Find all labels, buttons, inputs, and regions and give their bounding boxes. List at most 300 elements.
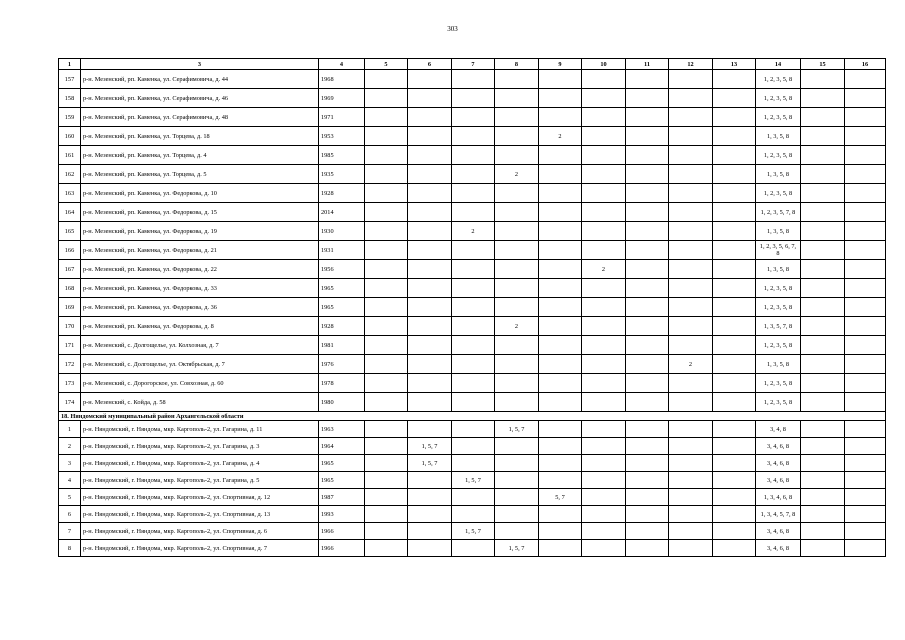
year-cell: 1953: [319, 127, 365, 146]
col9-cell: [539, 108, 582, 127]
col11-cell: [626, 317, 669, 336]
col8-cell: [495, 108, 539, 127]
row-number: 174: [59, 393, 81, 412]
col14-cell: 1, 3, 5, 8: [756, 355, 801, 374]
col11-cell: [626, 506, 669, 523]
col9-cell: [539, 540, 582, 557]
address-cell: р-н. Мезенский, с. Долгощелье, ул. Октябрьская, д. 7: [81, 355, 319, 374]
column-header: 16: [845, 59, 886, 70]
address-cell: р-н. Няндомский, г. Няндома, мкр. Каргополь-2, ул. Спортивная, д. 12: [81, 489, 319, 506]
col9-cell: [539, 374, 582, 393]
col6-cell: [408, 421, 452, 438]
col6-cell: [408, 374, 452, 393]
col5-cell: [365, 165, 408, 184]
col9-cell: [539, 472, 582, 489]
address-cell: р-н. Мезенский, с. Дорогорское, ул. Совхозная, д. 60: [81, 374, 319, 393]
col16-cell: [845, 421, 886, 438]
col7-cell: [452, 146, 495, 165]
year-cell: 1930: [319, 222, 365, 241]
col10-cell: [582, 336, 626, 355]
column-header: 8: [495, 59, 539, 70]
col13-cell: [713, 393, 756, 412]
col7-cell: [452, 393, 495, 412]
col13-cell: [713, 540, 756, 557]
table-row: [59, 472, 886, 489]
col11-cell: [626, 260, 669, 279]
col10-cell: [582, 127, 626, 146]
col6-cell: [408, 89, 452, 108]
col13-cell: [713, 489, 756, 506]
col10-cell: [582, 279, 626, 298]
col12-cell: [669, 393, 713, 412]
col9-cell: [539, 506, 582, 523]
col5-cell: [365, 393, 408, 412]
address-cell: р-н. Няндомский, г. Няндома, мкр. Каргополь-2, ул. Гагарина, д. 11: [81, 421, 319, 438]
col12-cell: [669, 279, 713, 298]
table-row: [59, 438, 886, 455]
year-cell: 1978: [319, 374, 365, 393]
column-header: 5: [365, 59, 408, 70]
address-cell: р-н. Няндомский, г. Няндома, мкр. Каргополь-2, ул. Гагарина, д. 4: [81, 455, 319, 472]
col12-cell: [669, 203, 713, 222]
col14-cell: 1, 2, 3, 5, 8: [756, 108, 801, 127]
row-number: 172: [59, 355, 81, 374]
col8-cell: 2: [495, 317, 539, 336]
table-row: [59, 374, 886, 393]
col8-cell: [495, 489, 539, 506]
table-row: [59, 108, 886, 127]
col13-cell: [713, 523, 756, 540]
address-cell: р-н. Мезенский, рп. Каменка, ул. Серафимовича, д. 44: [81, 70, 319, 89]
col10-cell: [582, 421, 626, 438]
table-body: [59, 70, 886, 557]
col7-cell: 2: [452, 222, 495, 241]
col7-cell: 1, 5, 7: [452, 472, 495, 489]
col13-cell: [713, 146, 756, 165]
table-row: [59, 146, 886, 165]
row-number: 1: [59, 421, 81, 438]
table-row: [59, 489, 886, 506]
col16-cell: [845, 336, 886, 355]
table-row: [59, 165, 886, 184]
year-cell: 1993: [319, 506, 365, 523]
col12-cell: [669, 260, 713, 279]
col10-cell: [582, 438, 626, 455]
year-cell: 1976: [319, 355, 365, 374]
col15-cell: [801, 127, 845, 146]
year-cell: 1966: [319, 540, 365, 557]
table-row: [59, 421, 886, 438]
col13-cell: [713, 89, 756, 108]
table-row: [59, 184, 886, 203]
col12-cell: [669, 523, 713, 540]
table-row: [59, 70, 886, 89]
address-cell: р-н. Мезенский, рп. Каменка, ул. Федоркова, д. 8: [81, 317, 319, 336]
column-header: 15: [801, 59, 845, 70]
col7-cell: [452, 455, 495, 472]
col5-cell: [365, 108, 408, 127]
col5-cell: [365, 203, 408, 222]
col5-cell: [365, 374, 408, 393]
col16-cell: [845, 165, 886, 184]
col9-cell: [539, 298, 582, 317]
col7-cell: [452, 89, 495, 108]
col7-cell: [452, 279, 495, 298]
year-cell: 1971: [319, 108, 365, 127]
col12-cell: [669, 222, 713, 241]
col13-cell: [713, 374, 756, 393]
row-number: 171: [59, 336, 81, 355]
col10-cell: [582, 472, 626, 489]
col8-cell: [495, 222, 539, 241]
col10-cell: [582, 393, 626, 412]
col13-cell: [713, 355, 756, 374]
col6-cell: 1, 5, 7: [408, 438, 452, 455]
col7-cell: [452, 165, 495, 184]
col13-cell: [713, 506, 756, 523]
col11-cell: [626, 279, 669, 298]
col9-cell: 5, 7: [539, 489, 582, 506]
address-cell: р-н. Няндомский, г. Няндома, мкр. Каргополь-2, ул. Спортивная, д. 6: [81, 523, 319, 540]
address-cell: р-н. Мезенский, рп. Каменка, ул. Федоркова, д. 22: [81, 260, 319, 279]
year-cell: 1963: [319, 421, 365, 438]
col9-cell: [539, 260, 582, 279]
col5-cell: [365, 241, 408, 260]
col10-cell: [582, 108, 626, 127]
year-cell: 1964: [319, 438, 365, 455]
col9-cell: [539, 165, 582, 184]
table-row: [59, 203, 886, 222]
row-number: 160: [59, 127, 81, 146]
col8-cell: [495, 298, 539, 317]
col13-cell: [713, 70, 756, 89]
col13-cell: [713, 438, 756, 455]
col5-cell: [365, 523, 408, 540]
table-row: [59, 298, 886, 317]
column-header: 1: [59, 59, 81, 70]
col11-cell: [626, 184, 669, 203]
col15-cell: [801, 89, 845, 108]
col14-cell: 1, 3, 5, 7, 8: [756, 317, 801, 336]
col15-cell: [801, 489, 845, 506]
year-cell: 1965: [319, 298, 365, 317]
col16-cell: [845, 89, 886, 108]
col16-cell: [845, 222, 886, 241]
col11-cell: [626, 540, 669, 557]
col16-cell: [845, 298, 886, 317]
col10-cell: [582, 374, 626, 393]
col9-cell: [539, 355, 582, 374]
address-cell: р-н. Мезенский, рп. Каменка, ул. Торцева, д. 5: [81, 165, 319, 184]
col8-cell: 2: [495, 165, 539, 184]
col7-cell: [452, 260, 495, 279]
col16-cell: [845, 279, 886, 298]
year-cell: 1928: [319, 317, 365, 336]
col7-cell: [452, 184, 495, 203]
col7-cell: [452, 506, 495, 523]
col7-cell: [452, 421, 495, 438]
col13-cell: [713, 317, 756, 336]
table-row: [59, 279, 886, 298]
col8-cell: [495, 146, 539, 165]
col5-cell: [365, 279, 408, 298]
col15-cell: [801, 260, 845, 279]
col5-cell: [365, 455, 408, 472]
col13-cell: [713, 260, 756, 279]
column-header: 10: [582, 59, 626, 70]
col5-cell: [365, 127, 408, 146]
address-cell: р-н. Мезенский, с. Долгощелье, ул. Колхозная, д. 7: [81, 336, 319, 355]
col8-cell: [495, 455, 539, 472]
col7-cell: [452, 317, 495, 336]
col14-cell: 3, 4, 8: [756, 421, 801, 438]
year-cell: 1965: [319, 279, 365, 298]
col6-cell: [408, 336, 452, 355]
col9-cell: 2: [539, 127, 582, 146]
col16-cell: [845, 393, 886, 412]
col8-cell: [495, 241, 539, 260]
col13-cell: [713, 222, 756, 241]
col12-cell: [669, 298, 713, 317]
col13-cell: [713, 279, 756, 298]
col16-cell: [845, 146, 886, 165]
col11-cell: [626, 70, 669, 89]
year-cell: 1935: [319, 165, 365, 184]
col10-cell: [582, 165, 626, 184]
col10-cell: [582, 70, 626, 89]
col15-cell: [801, 393, 845, 412]
col8-cell: [495, 184, 539, 203]
col14-cell: 1, 2, 3, 5, 7, 8: [756, 203, 801, 222]
col6-cell: [408, 472, 452, 489]
row-number: 169: [59, 298, 81, 317]
col14-cell: 1, 2, 3, 5, 8: [756, 374, 801, 393]
col15-cell: [801, 355, 845, 374]
col6-cell: [408, 203, 452, 222]
col10-cell: 2: [582, 260, 626, 279]
col10-cell: [582, 455, 626, 472]
col12-cell: [669, 336, 713, 355]
col12-cell: [669, 317, 713, 336]
col13-cell: [713, 455, 756, 472]
row-number: 5: [59, 489, 81, 506]
col16-cell: [845, 241, 886, 260]
col8-cell: [495, 393, 539, 412]
address-cell: р-н. Мезенский, рп. Каменка, ул. Федоркова, д. 36: [81, 298, 319, 317]
col11-cell: [626, 203, 669, 222]
col11-cell: [626, 455, 669, 472]
col9-cell: [539, 70, 582, 89]
col6-cell: [408, 260, 452, 279]
col11-cell: [626, 393, 669, 412]
column-header: 12: [669, 59, 713, 70]
year-cell: 1981: [319, 336, 365, 355]
col12-cell: [669, 241, 713, 260]
year-cell: 1980: [319, 393, 365, 412]
col14-cell: 1, 3, 5, 8: [756, 127, 801, 146]
col7-cell: [452, 203, 495, 222]
address-cell: р-н. Мезенский, с. Койда, д. 58: [81, 393, 319, 412]
col12-cell: [669, 127, 713, 146]
col14-cell: 1, 3, 5, 8: [756, 222, 801, 241]
year-cell: 1965: [319, 472, 365, 489]
col10-cell: [582, 146, 626, 165]
col16-cell: [845, 184, 886, 203]
col16-cell: [845, 374, 886, 393]
year-cell: 1987: [319, 489, 365, 506]
col12-cell: [669, 438, 713, 455]
row-number: 3: [59, 455, 81, 472]
col15-cell: [801, 108, 845, 127]
col7-cell: [452, 374, 495, 393]
col14-cell: 3, 4, 6, 8: [756, 472, 801, 489]
row-number: 164: [59, 203, 81, 222]
col7-cell: [452, 241, 495, 260]
col9-cell: [539, 455, 582, 472]
col6-cell: [408, 108, 452, 127]
col5-cell: [365, 438, 408, 455]
col14-cell: 1, 2, 3, 5, 8: [756, 70, 801, 89]
col8-cell: [495, 70, 539, 89]
col11-cell: [626, 298, 669, 317]
col9-cell: [539, 317, 582, 336]
address-cell: р-н. Мезенский, рп. Каменка, ул. Торцева, д. 18: [81, 127, 319, 146]
col12-cell: [669, 489, 713, 506]
table-row: [59, 506, 886, 523]
col16-cell: [845, 472, 886, 489]
col7-cell: [452, 355, 495, 374]
col12-cell: 2: [669, 355, 713, 374]
col10-cell: [582, 489, 626, 506]
column-header: 11: [626, 59, 669, 70]
col12-cell: [669, 421, 713, 438]
col16-cell: [845, 355, 886, 374]
col6-cell: [408, 317, 452, 336]
col5-cell: [365, 336, 408, 355]
col16-cell: [845, 108, 886, 127]
col14-cell: 1, 2, 3, 5, 8: [756, 298, 801, 317]
col9-cell: [539, 203, 582, 222]
col13-cell: [713, 184, 756, 203]
col5-cell: [365, 317, 408, 336]
table-row: [59, 455, 886, 472]
col8-cell: [495, 89, 539, 108]
col8-cell: 1, 5, 7: [495, 421, 539, 438]
year-cell: 1956: [319, 260, 365, 279]
address-cell: р-н. Няндомский, г. Няндома, мкр. Каргополь-2, ул. Гагарина, д. 5: [81, 472, 319, 489]
col14-cell: 1, 3, 4, 6, 8: [756, 489, 801, 506]
col6-cell: [408, 523, 452, 540]
year-cell: 1965: [319, 455, 365, 472]
col13-cell: [713, 421, 756, 438]
table-row: [59, 127, 886, 146]
col13-cell: [713, 472, 756, 489]
col15-cell: [801, 241, 845, 260]
col16-cell: [845, 455, 886, 472]
col11-cell: [626, 421, 669, 438]
col15-cell: [801, 184, 845, 203]
col12-cell: [669, 184, 713, 203]
col8-cell: [495, 355, 539, 374]
column-header: 9: [539, 59, 582, 70]
col13-cell: [713, 203, 756, 222]
address-cell: р-н. Мезенский, рп. Каменка, ул. Федоркова, д. 33: [81, 279, 319, 298]
col13-cell: [713, 298, 756, 317]
year-cell: 1969: [319, 89, 365, 108]
col9-cell: [539, 222, 582, 241]
col16-cell: [845, 260, 886, 279]
col15-cell: [801, 279, 845, 298]
address-cell: р-н. Мезенский, рп. Каменка, ул. Федоркова, д. 10: [81, 184, 319, 203]
col9-cell: [539, 89, 582, 108]
col5-cell: [365, 89, 408, 108]
col10-cell: [582, 506, 626, 523]
col8-cell: [495, 336, 539, 355]
col16-cell: [845, 70, 886, 89]
col14-cell: 3, 4, 6, 8: [756, 455, 801, 472]
col14-cell: 1, 3, 4, 5, 7, 8: [756, 506, 801, 523]
col15-cell: [801, 438, 845, 455]
col9-cell: [539, 146, 582, 165]
col5-cell: [365, 260, 408, 279]
col15-cell: [801, 298, 845, 317]
col16-cell: [845, 127, 886, 146]
row-number: 163: [59, 184, 81, 203]
col12-cell: [669, 108, 713, 127]
address-cell: р-н. Мезенский, рп. Каменка, ул. Серафимовича, д. 46: [81, 89, 319, 108]
col10-cell: [582, 355, 626, 374]
col5-cell: [365, 540, 408, 557]
col6-cell: [408, 279, 452, 298]
col5-cell: [365, 70, 408, 89]
col14-cell: 3, 4, 6, 8: [756, 523, 801, 540]
col6-cell: [408, 489, 452, 506]
col15-cell: [801, 203, 845, 222]
table-row: [59, 523, 886, 540]
col11-cell: [626, 355, 669, 374]
col16-cell: [845, 506, 886, 523]
col16-cell: [845, 540, 886, 557]
col7-cell: [452, 127, 495, 146]
col11-cell: [626, 127, 669, 146]
address-cell: р-н. Мезенский, рп. Каменка, ул. Серафимовича, д. 48: [81, 108, 319, 127]
table-row: [59, 540, 886, 557]
col10-cell: [582, 241, 626, 260]
col6-cell: [408, 184, 452, 203]
col7-cell: 1, 5, 7: [452, 523, 495, 540]
table-row: [59, 222, 886, 241]
col8-cell: [495, 203, 539, 222]
col10-cell: [582, 184, 626, 203]
col6-cell: [408, 146, 452, 165]
col9-cell: [539, 336, 582, 355]
col5-cell: [365, 421, 408, 438]
row-number: 159: [59, 108, 81, 127]
year-cell: 1928: [319, 184, 365, 203]
col15-cell: [801, 165, 845, 184]
col12-cell: [669, 146, 713, 165]
row-number: 167: [59, 260, 81, 279]
col10-cell: [582, 540, 626, 557]
col11-cell: [626, 108, 669, 127]
col12-cell: [669, 89, 713, 108]
col11-cell: [626, 438, 669, 455]
address-cell: р-н. Мезенский, рп. Каменка, ул. Торцева, д. 4: [81, 146, 319, 165]
col7-cell: [452, 70, 495, 89]
year-cell: 1966: [319, 523, 365, 540]
col12-cell: [669, 70, 713, 89]
col11-cell: [626, 472, 669, 489]
